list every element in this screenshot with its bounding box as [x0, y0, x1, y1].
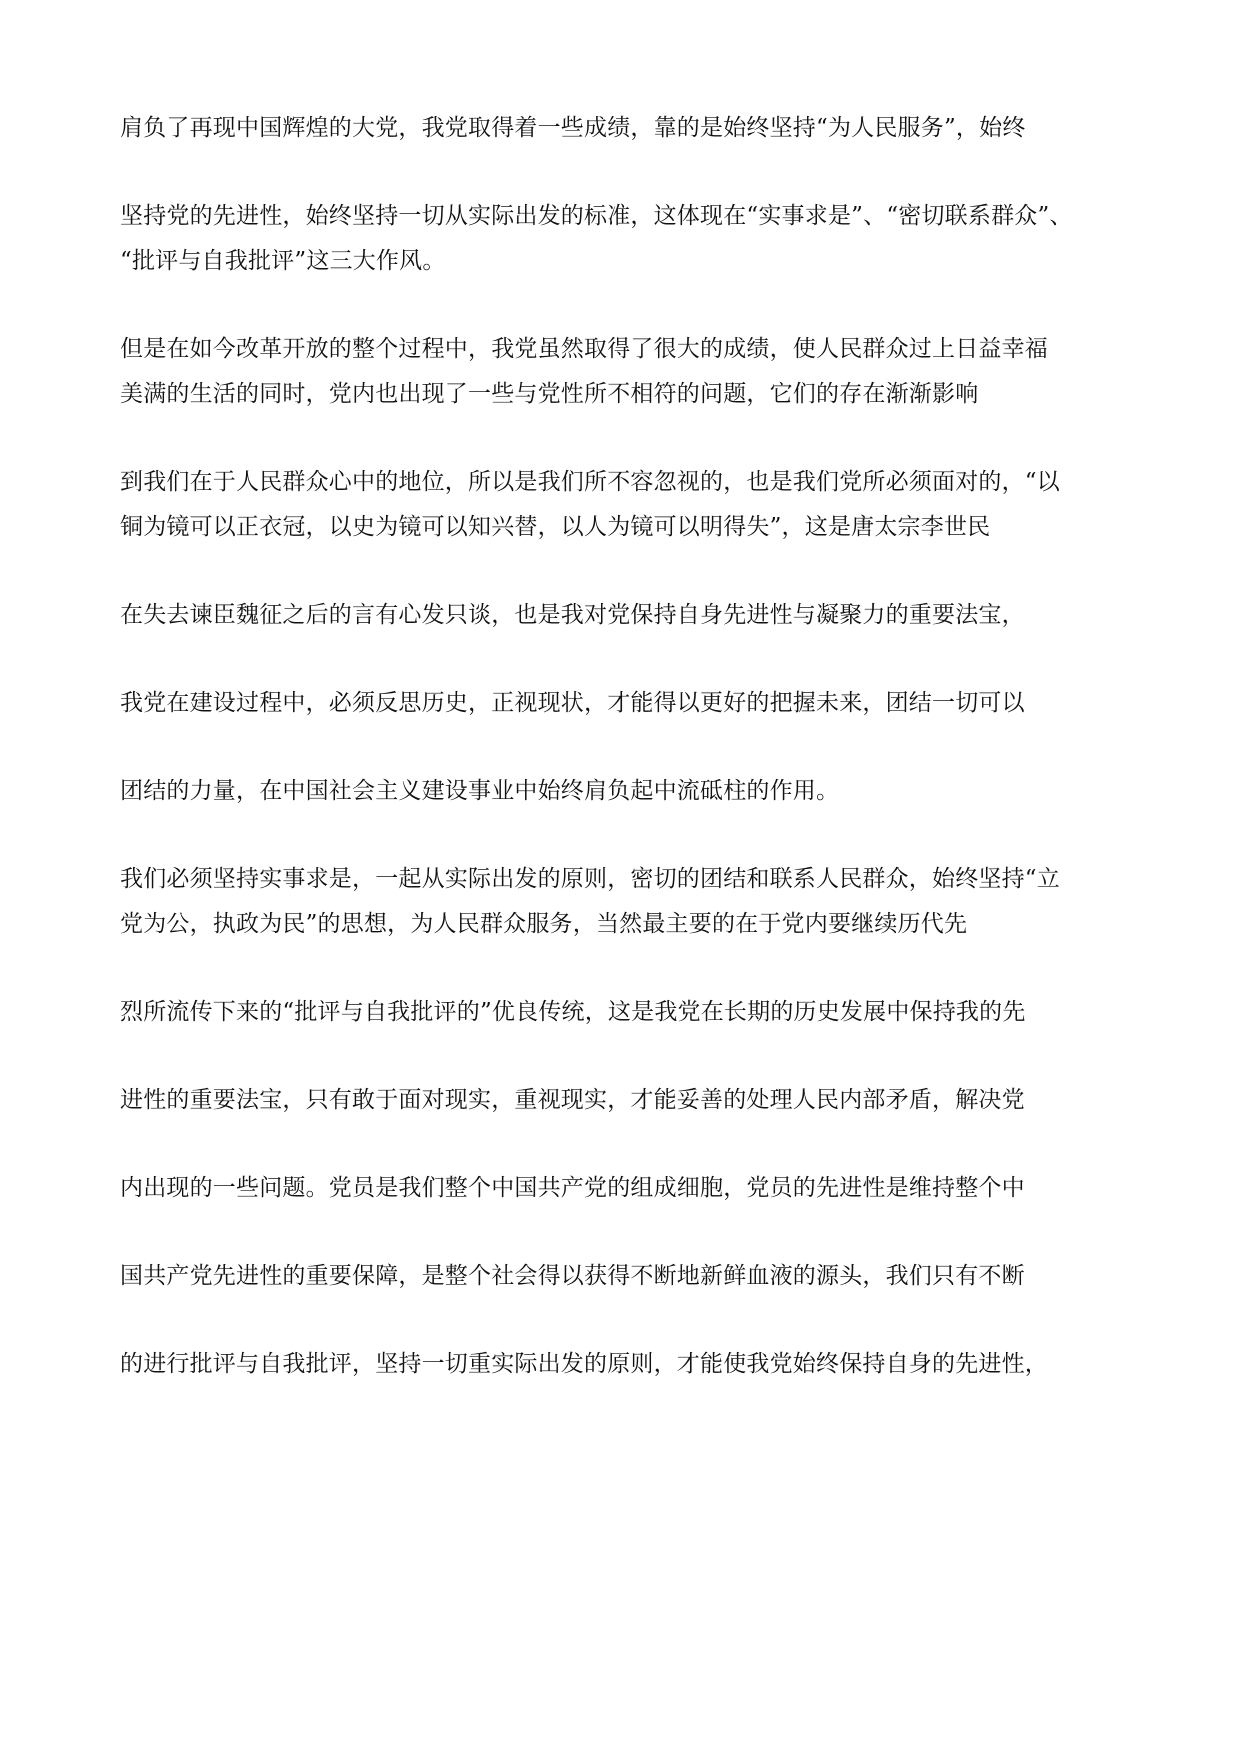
text-line: 团结的力量，在中国社会主义建设事业中始终肩负起中流砥柱的作用。 [120, 778, 840, 804]
text-line: 坚持党的先进性，始终坚持一切从实际出发的标准，这体现在“实事求是”、“密切联系群众”、 [120, 203, 1073, 229]
text-line: 我党在建设过程中，必须反思历史，正视现状，才能得以更好的把握未来，团结一切可以 [120, 690, 1025, 716]
text-line: 美满的生活的同时，党内也出现了一些与党性所不相符的问题，它们的存在渐渐影响 [120, 381, 979, 407]
text-line: 肩负了再现中国辉煌的大党，我党取得着一些成绩，靠的是始终坚持“为人民服务”，始终 [120, 115, 1026, 141]
text-line: 国共产党先进性的重要保障，是整个社会得以获得不断地新鲜血液的源头，我们只有不断 [120, 1263, 1025, 1289]
text-line: “批评与自我批评”这三大作风。 [120, 248, 446, 274]
text-line: 进性的重要法宝，只有敢于面对现实，重视现实，才能妥善的处理人民内部矛盾，解决党 [120, 1087, 1025, 1113]
text-line: 的进行批评与自我批评，坚持一切重实际出发的原则，才能使我党始终保持自身的先进性， [120, 1351, 1048, 1377]
text-line: 铜为镜可以正衣冠，以史为镜可以知兴替，以人为镜可以明得失”，这是唐太宗李世民 [120, 514, 991, 540]
text-line: 烈所流传下来的“批评与自我批评的”优良传统，这是我党在长期的历史发展中保持我的先 [120, 999, 1026, 1025]
text-line: 到我们在于人民群众心中的地位，所以是我们所不容忽视的，也是我们党所必须面对的，“以 [120, 469, 1060, 495]
text-line: 内出现的一些问题。党员是我们整个中国共产党的组成细胞，党员的先进性是维持整个中 [120, 1175, 1025, 1201]
text-line: 我们必须坚持实事求是，一起从实际出发的原则，密切的团结和联系人民群众，始终坚持“立 [120, 866, 1060, 892]
text-line: 但是在如今改革开放的整个过程中，我党虽然取得了很大的成绩，使人民群众过上日益幸福 [120, 336, 1048, 362]
text-line: 在失去谏臣魏征之后的言有心发只谈，也是我对党保持自身先进性与凝聚力的重要法宝， [120, 602, 1025, 628]
text-line: 党为公，执政为民”的思想，为人民群众服务，当然最主要的在于党内要继续历代先 [120, 911, 968, 937]
